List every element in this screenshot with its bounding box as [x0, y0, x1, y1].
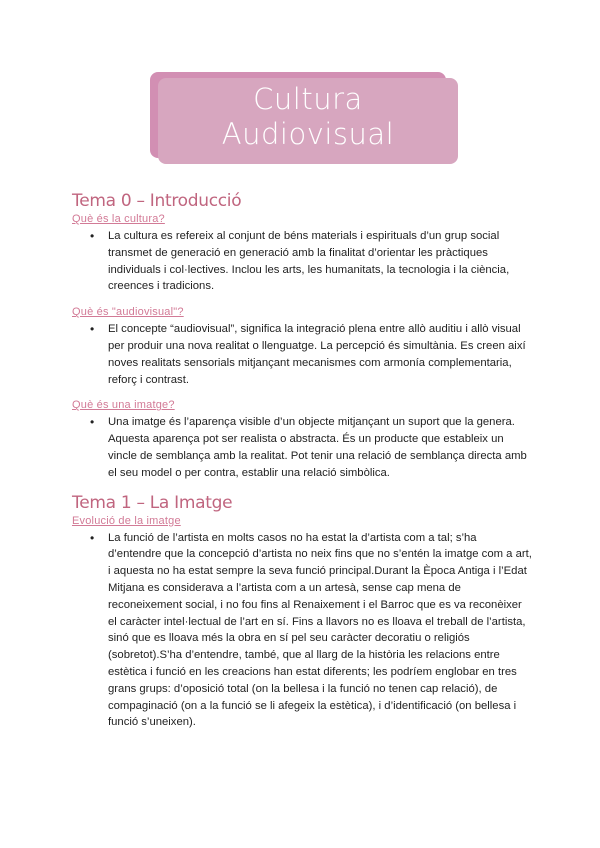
section-heading-tema-0: Tema 0 – Introducció — [72, 191, 242, 211]
bullet-list-audiovisual — [72, 321, 532, 388]
section-heading-tema-1: Tema 1 – La Imatge — [72, 492, 233, 513]
bullet-list-imatge — [72, 414, 532, 481]
bullet-list-evolucio — [72, 530, 532, 732]
bullet-item: • La cultura es refereix al conjunt de béns materials i espirituals d’un grup social transmet de generació en generació amb la finalitat d’orientar les pràctiques individuals i col·lectives. Inclou les arts, les humanitats, la tecnologia i la ciència, creences i tradicions. — [108, 228, 532, 295]
bullet-item: • La funció de l’artista en molts casos no ha estat la d’artista com a tal; s’ha d’entendre que la concepció d’artista no neix fins que no s’entén la imatge com a art, i aquesta no ha estat sempre la seva funció principal.Durant la Època Antiga i l’Edat Mitjana es considerava a l’artista com a un artesà, sense cap mena de reconeixement social, i no fou fins al Renaixement i el Barroc que es va reconèixer el caràcter intel·lectual de l’art en sí. Fins a llavors no es lloava el treball de l’artista, sinó que es lloava més la obra en sí pel seu caràcter decoratiu o religiós (sobretot).S’ha d’entendre, també, que al llarg de la història les relacions entre estètica i funció en les creacions han estat diferents; les podríem englobar en tres grans grups: d’oposició total (on la bellesa i la funció no tenen cap relació), de compaginació (on a la funció se li afegeix la estètica), i d’identificació (on bellesa i funció s’uneixen). — [108, 530, 532, 732]
subsection-title-audiovisual: Què és "audiovisual"? — [72, 306, 184, 319]
title-line-2: Audiovisual — [221, 117, 395, 151]
bullet-list-cultura — [72, 228, 532, 295]
bullet-item: • El concepte “audiovisual”, significa la integració plena entre allò auditiu i allò visual per produir una nova realitat o llenguatge. La percepció és simultània. Es creen així noves realitats sensorials mitjançant mecanismes com armonía complementaria, reforç i contrast. — [108, 321, 532, 388]
subsection-title-evolucio: Evolució de la imatge — [72, 514, 181, 527]
document-title — [158, 82, 458, 152]
title-banner — [150, 72, 460, 164]
title-line-1: Cultura — [253, 82, 363, 116]
bullet-item: • Una imatge és l’aparença visible d’un objecte mitjançant un suport que la genera. Aquesta aparença pot ser realista o abstracta. És un producte que estableix un vincle de semblança amb la realitat. Pot tenir una relació de semblança directa amb el seu model o per contra, establir una relació simbòlica. — [108, 414, 532, 481]
document-body — [72, 190, 532, 731]
subsection-title-cultura: Què és la cultura? — [72, 213, 165, 225]
subsection-title-imatge: Què és una imatge? — [72, 399, 175, 412]
